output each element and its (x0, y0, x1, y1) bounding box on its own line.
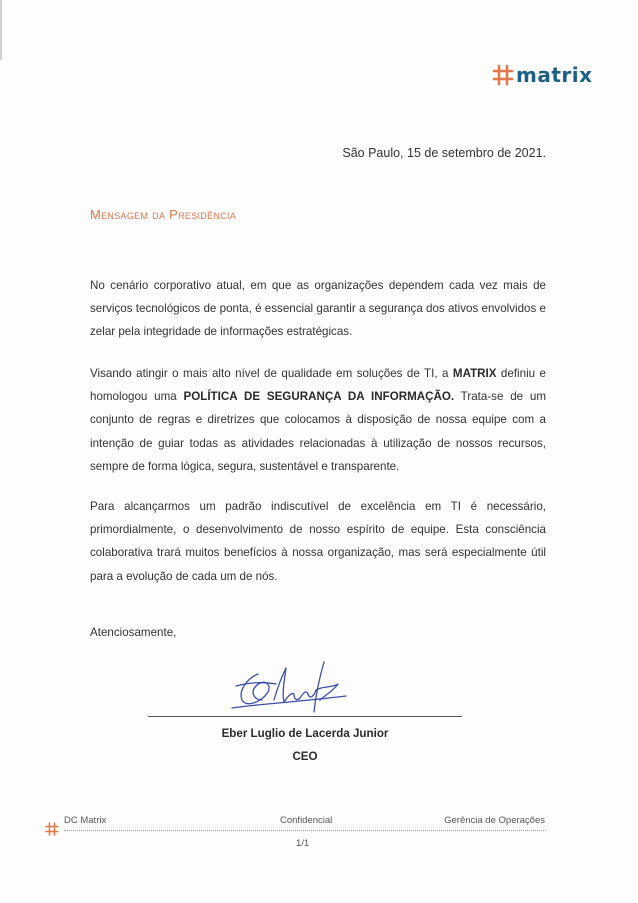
signer-name: Eber Luglio de Lacerda Junior (221, 727, 389, 740)
footer-divider (64, 830, 546, 831)
footer-classification: Confidencial (280, 815, 333, 826)
company-logo (492, 64, 593, 86)
policy-name-bold: POLÍTICA DE SEGURANÇA DA INFORMAÇÃO. (183, 390, 455, 404)
matrix-hash-icon (492, 64, 514, 86)
scan-edge-mark (0, 0, 2, 60)
paragraph-2-part-c: definiu e homologou uma (90, 367, 546, 404)
paragraph-3: Para alcançarmos um padrão indiscutível de excelência em TI é necessário, primordialmente, o desenvolvimento de nosso espírito de equipe. Esta consciência colaborativa trará muitos benefícios à nossa organização, mas será especialmente útil para a evolução de cada um de nós. (90, 500, 546, 583)
letter-date: São Paulo, 15 de setembro de 2021. (342, 146, 546, 160)
paragraph-2-part-a: Visando atingir o mais alto nível de qualidade em soluções de TI, a (90, 367, 453, 380)
closing-salutation: Atenciosamente, (90, 626, 177, 639)
footer-hash-icon (45, 822, 59, 836)
page-number: 1/1 (296, 838, 310, 849)
footer-document-code: DC Matrix (64, 815, 107, 826)
signature-line (148, 716, 462, 717)
logo-text: matrix (516, 63, 593, 87)
paragraph-2 (90, 362, 546, 478)
letter-title: Mensagem da Presidência (90, 207, 237, 222)
signer-role: CEO (292, 750, 318, 763)
paragraph-2-part-e: Trata-se de um conjunto de regras e diretrizes que colocamos à disposição de nossa equipe com a intenção de guiar todas as atividades relacionadas à utilização de nossos recursos, sempre de forma lógica, segura, sustentável e transparente. (90, 390, 546, 473)
handwritten-signature (228, 656, 358, 716)
footer-department: Gerência de Operações (444, 815, 545, 826)
paragraph-1: No cenário corporativo atual, em que as organizações dependem cada vez mais de serviços tecnológicos de ponta, é essencial garantir a segurança dos ativos envolvidos e zelar pela integridade de informações estratégicas. (90, 279, 546, 339)
company-name-bold: MATRIX (452, 367, 497, 380)
